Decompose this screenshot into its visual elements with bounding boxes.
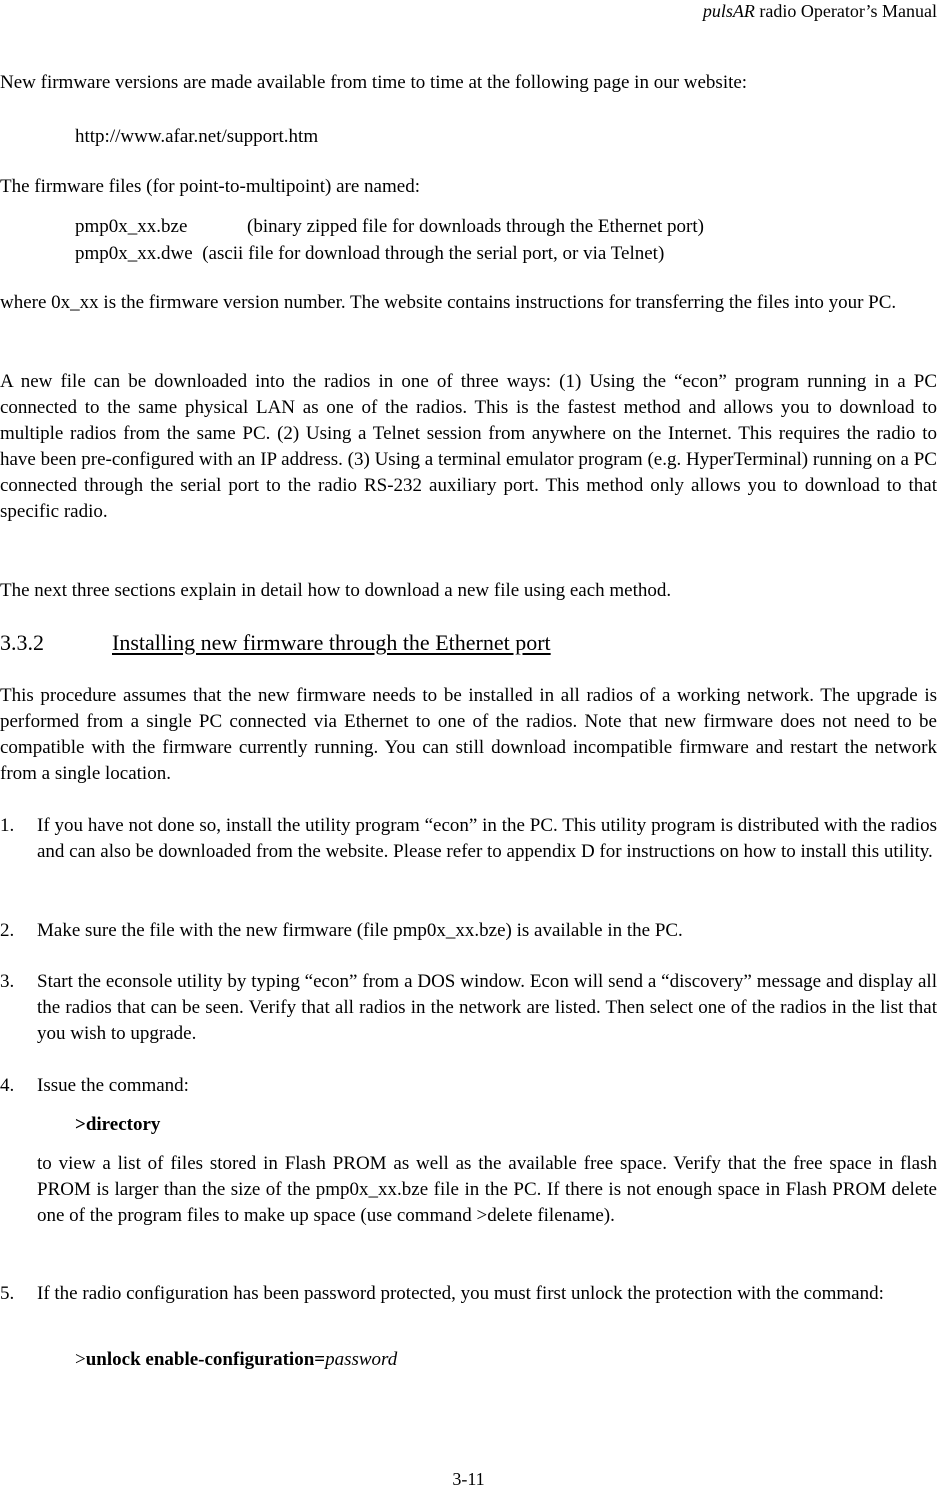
file-row: [75, 214, 937, 240]
file-desc: (ascii file for download through the serial port, or via Telnet): [202, 243, 665, 264]
support-url: http://www.afar.net/support.htm: [75, 126, 319, 147]
list-number: 4.: [0, 1075, 15, 1096]
section-number: 3.3.2: [0, 630, 44, 655]
list-number: 1.: [0, 815, 15, 836]
intro-paragraph-1: New firmware versions are made available from time to time at the following page in our website:: [0, 72, 748, 93]
file-row: [75, 241, 937, 267]
command-prefix: >: [75, 1349, 86, 1370]
list-text: to view a list of files stored in Flash PROM as well as the available free space. Verify that the free space in flash PROM is larger than the size of the pmp0x_xx.bze file in the PC. If there is not enough space in Flash PROM delete one of the program files to make up space (use command >delete filename).: [37, 1153, 937, 1226]
list-number: 3.: [0, 971, 15, 992]
firmware-file-list: [0, 214, 937, 267]
intro-paragraph-4: A new file can be downloaded into the radios in one of three ways: (1) Using the “econ” program running in a PC connected to the same physical LAN as one of the radios. This is the fastest method and allows you to download to multiple radios from the same PC. (2) Using a Telnet session from anywhere on the Internet. This requires the radio to have been pre-configured with an IP address. (3) Using a terminal emulator program (e.g. HyperTerminal) running on a PC connected through the serial port to the radio RS-232 auxiliary port. This method only allows you to download to that specific radio.: [0, 371, 937, 522]
intro-paragraph-2: The firmware files (for point-to-multipoint) are named:: [0, 176, 420, 197]
file-desc: (binary zipped file for downloads through the Ethernet port): [247, 216, 704, 237]
command-unlock: [75, 1347, 397, 1373]
intro-paragraph-3: where 0x_xx is the firmware version number. The website contains instructions for transferring the files into your PC.: [0, 292, 897, 313]
list-text: If the radio configuration has been password protected, you must first unlock the protection with the command:: [37, 1283, 884, 1304]
command-directory: >directory: [75, 1114, 161, 1135]
list-text: Start the econsole utility by typing “econ” from a DOS window. Econ will send a “discovery” message and display all the radios that can be seen. Verify that all radios in the network are listed. Then select one of the radios in the list that you wish to upgrade.: [37, 971, 937, 1044]
header-product-name: pulsAR: [702, 1, 755, 21]
page-number: 3-11: [452, 1469, 485, 1489]
command-italic: password: [325, 1349, 398, 1370]
section-title: Installing new firmware through the Ethernet port: [112, 630, 551, 655]
header-title-rest: radio Operator’s Manual: [754, 1, 937, 21]
file-name: pmp0x_xx.bze: [75, 216, 188, 237]
list-text: If you have not done so, install the utility program “econ” in the PC. This utility program is distributed with the radios and can also be downloaded from the website. Please refer to appendix D for instructions on how to install this utility.: [37, 815, 937, 862]
intro-paragraph-5: The next three sections explain in detail how to download a new file using each method.: [0, 580, 672, 601]
list-text: Make sure the file with the new firmware (file pmp0x_xx.bze) is available in the PC.: [37, 920, 683, 941]
running-header: [703, 0, 937, 24]
list-text: Issue the command:: [37, 1075, 189, 1096]
file-name: pmp0x_xx.dwe: [75, 243, 193, 264]
list-number: 2.: [0, 920, 15, 941]
section-heading: [0, 630, 937, 656]
list-number: 5.: [0, 1283, 15, 1304]
section-intro: This procedure assumes that the new firmware needs to be installed in all radios of a working network. The upgrade is performed from a single PC connected via Ethernet to one of the radios. Note that new firmware does not need to be compatible with the firmware currently running. You can still download incompatible firmware and restart the network from a single location.: [0, 685, 937, 784]
command-bold: unlock enable-configuration=: [85, 1349, 326, 1370]
